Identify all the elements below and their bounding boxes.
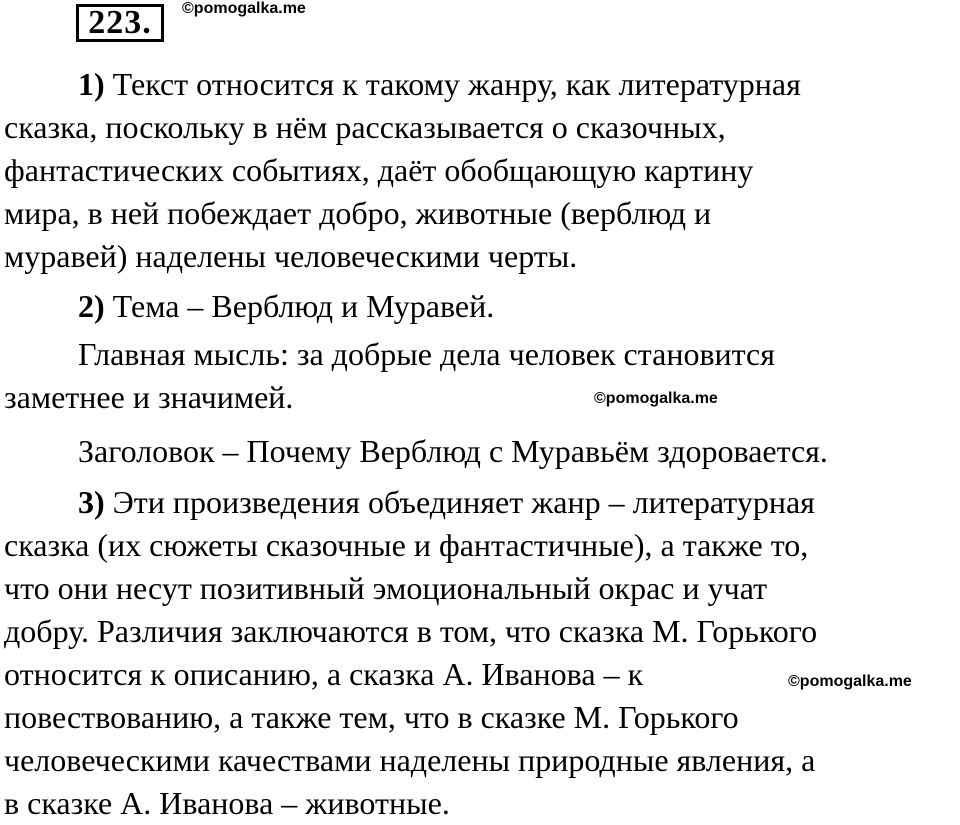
text-line: добру. Различия заключаются в том, что сказка М. Горького [4, 613, 818, 649]
exercise-number: 223. [76, 4, 164, 42]
text-line [4, 63, 960, 106]
watermark-top: ©pomogalka.me [182, 0, 306, 17]
text-line: сказка, поскольку в нём рассказывается о сказочных, [4, 109, 726, 145]
text-line: относится к описанию, а сказка А. Иванова – к [4, 656, 644, 692]
paragraph-4 [4, 430, 960, 473]
watermark-bottom: ©pomogalka.me [788, 673, 912, 690]
text-line: человеческими качествами наделены природные явления, а [4, 742, 816, 778]
text-line [4, 285, 960, 328]
text-line: фантастических событиях, даёт обобщающую картину [4, 152, 754, 188]
text-fragment: Тема – Верблюд и Муравей. [104, 288, 495, 324]
text-fragment: Текст относится к такому жанру, как литературная [104, 66, 801, 102]
text-line: Главная мысль: за добрые дела человек становится [78, 336, 775, 372]
text-line: сказка (их сюжеты сказочные и фантастичные), а также то, [4, 527, 809, 563]
paragraph-3 [4, 333, 960, 419]
text-line: в сказке А. Иванова – животные. [4, 785, 450, 821]
item-number: 1) [78, 66, 105, 102]
text-line: мира, в ней побеждает добро, животные (верблюд и [4, 195, 712, 231]
paragraph-2 [4, 285, 960, 328]
item-number: 3) [78, 484, 105, 520]
text-line: муравей) наделены человеческими черты. [4, 238, 578, 274]
text-line: что они несут позитивный эмоциональный окрас и учат [4, 570, 768, 606]
text-line: заметнее и значимей. [4, 379, 294, 415]
watermark-middle: ©pomogalka.me [594, 390, 718, 407]
text-line [4, 481, 960, 524]
item-number: 2) [78, 288, 105, 324]
paragraph-1 [4, 63, 960, 278]
paragraph-5 [4, 481, 960, 825]
text-line: Заголовок – Почему Верблюд с Муравьём здоровается. [78, 433, 828, 469]
text-line: повествованию, а также тем, что в сказке М. Горького [4, 699, 739, 735]
text-fragment: Эти произведения объединяет жанр – литературная [104, 484, 815, 520]
